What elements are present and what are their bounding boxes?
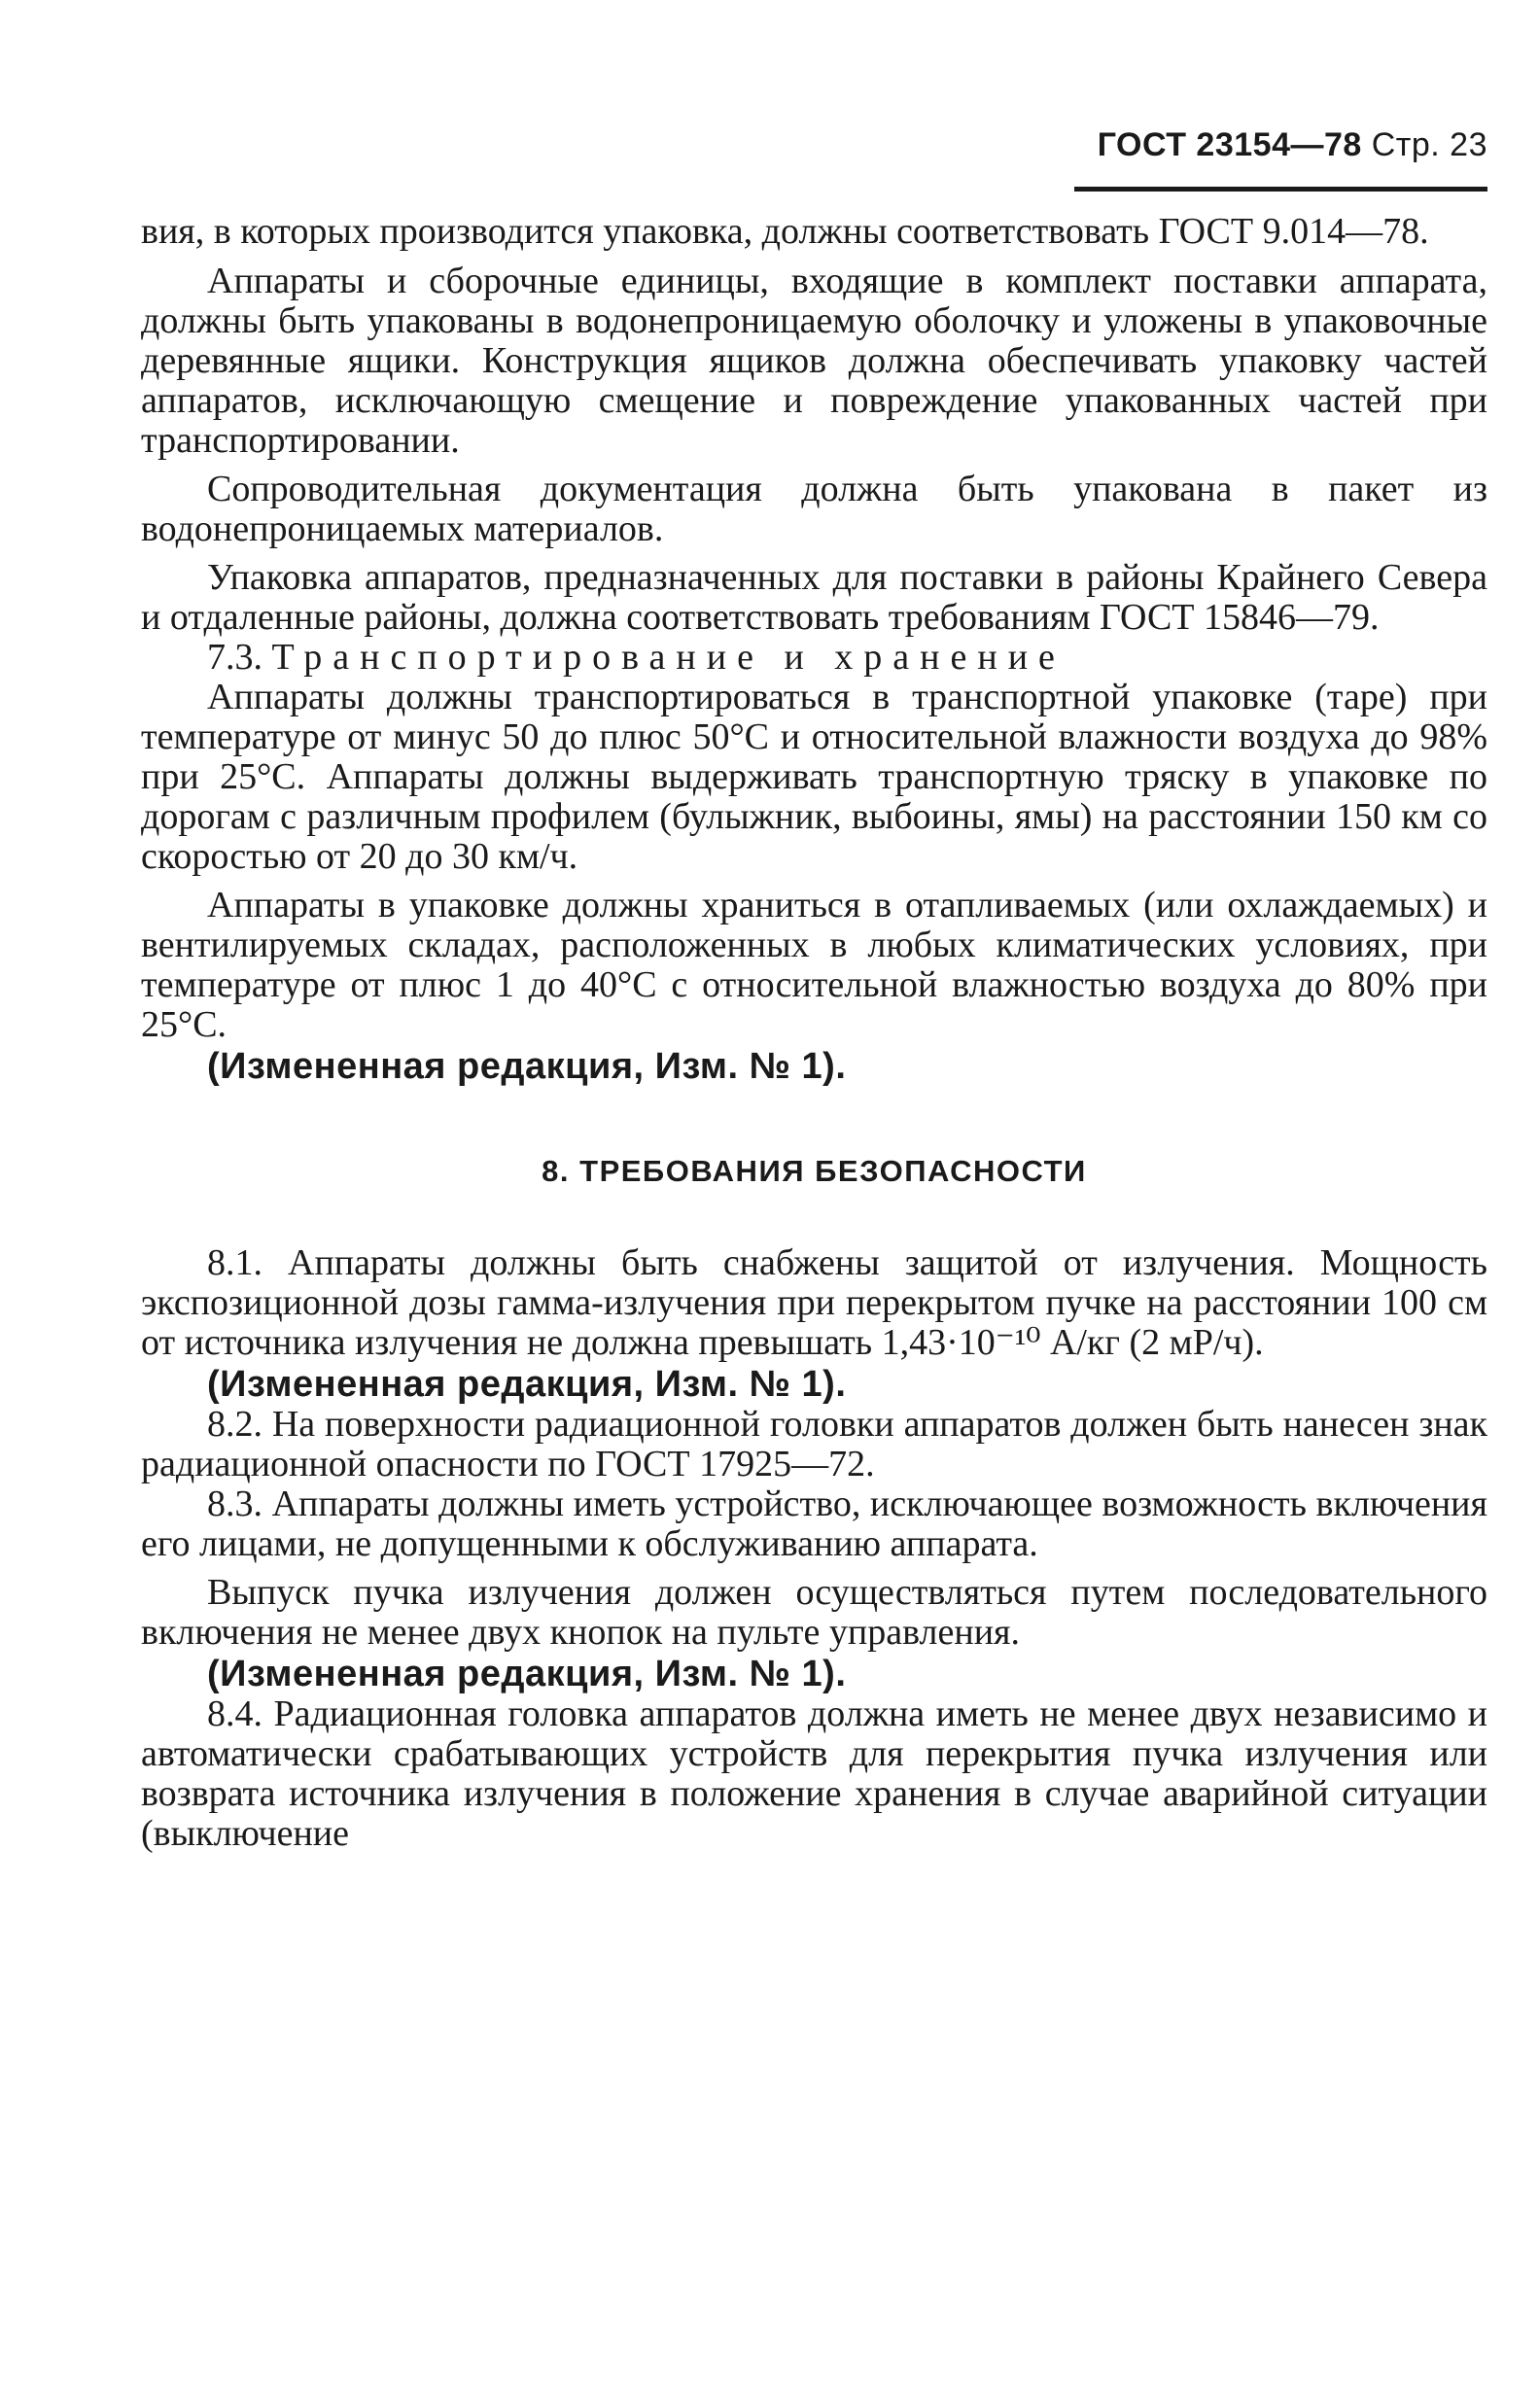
amendment-note: (Измененная редакция, Изм. № 1).: [207, 1364, 847, 1405]
header-rule: [1074, 187, 1487, 192]
clause-8-3: 8.3. Аппараты должны иметь устройство, исключающее возможность включения его лицами, не допущенными к обслуживанию аппарата.: [141, 1483, 1487, 1564]
section-heading: 8. ТРЕБОВАНИЯ БЕЗОПАСНОСТИ: [542, 1154, 1087, 1188]
clause-number: 7.3.: [207, 637, 262, 678]
paragraph-storage: Аппараты в упаковке должны храниться в отапливаемых (или охлаждаемых) и вентилируемых складах, расположенных в любых климатических условиях, при температуре от плюс 1 до 40°С с относительной влажностью воздуха до 80% при 25°С.: [141, 885, 1487, 1045]
clause-8-2: 8.2. На поверхности радиационной головки аппаратов должен быть нанесен знак радиационной опасности по ГОСТ 17925—72.: [141, 1404, 1487, 1484]
clause-title: Транспортирование и хранение: [271, 637, 1066, 678]
paragraph-documentation: Сопроводительная документация должна быть упакована в пакет из водонепроницаемых материалов.: [141, 469, 1487, 549]
paragraph-far-north: Упаковка аппаратов, предназначенных для поставки в районы Крайнего Севера и отдаленные районы, должна соответствовать требованиям ГОСТ 15846—79.: [141, 557, 1487, 638]
page-number: Стр. 23: [1371, 126, 1487, 163]
clause-7-3-heading: [141, 638, 1487, 678]
paragraph-packing: Аппараты и сборочные единицы, входящие в комплект поставки аппарата, должны быть упакованы в водонепроницаемую оболочку и уложены в упаковочные деревянные ящики. Конструкция ящиков должна обеспечивать упаковку частей аппаратов, исключающую смещение и повреждение упакованных частей при транспортировании.: [141, 261, 1487, 461]
clause-8-1: 8.1. Аппараты должны быть снабжены защитой от излучения. Мощность экспозиционной дозы гамма-излучения при перекрытом пучке на расстоянии 100 см от источника излучения не должна превышать 1,43·10⁻¹⁰ А/кг (2 мР/ч).: [141, 1242, 1487, 1363]
paragraph-beam-release: Выпуск пучка излучения должен осуществляться путем последовательного включения не менее двух кнопок на пульте управления.: [141, 1572, 1487, 1653]
document-body: [141, 212, 1487, 1854]
page-header: [1079, 126, 1487, 164]
amendment-note: (Измененная редакция, Изм. № 1).: [207, 1654, 847, 1694]
paragraph-continuation: вия, в которых производится упаковка, должны соответствовать ГОСТ 9.014—78.: [141, 211, 1429, 252]
paragraph-transport: Аппараты должны транспортироваться в транспортной упаковке (таре) при температуре от минус 50 до плюс 50°С и относительной влажности воздуха до 98% при 25°С. Аппараты должны выдерживать транспортную тряску в упаковке по дорогам с различным профилем (булыжник, выбоины, ямы) на расстоянии 150 км со скоростью от 20 до 30 км/ч.: [141, 677, 1487, 877]
clause-8-4: 8.4. Радиационная головка аппаратов должна иметь не менее двух независимо и автоматически срабатывающих устройств для перекрытия пучка излучения или возврата источника излучения в положение хранения в случае аварийной ситуации (выключение: [141, 1693, 1487, 1854]
amendment-note: (Измененная редакция, Изм. № 1).: [207, 1046, 847, 1087]
standard-number: ГОСТ 23154—78: [1097, 126, 1362, 163]
